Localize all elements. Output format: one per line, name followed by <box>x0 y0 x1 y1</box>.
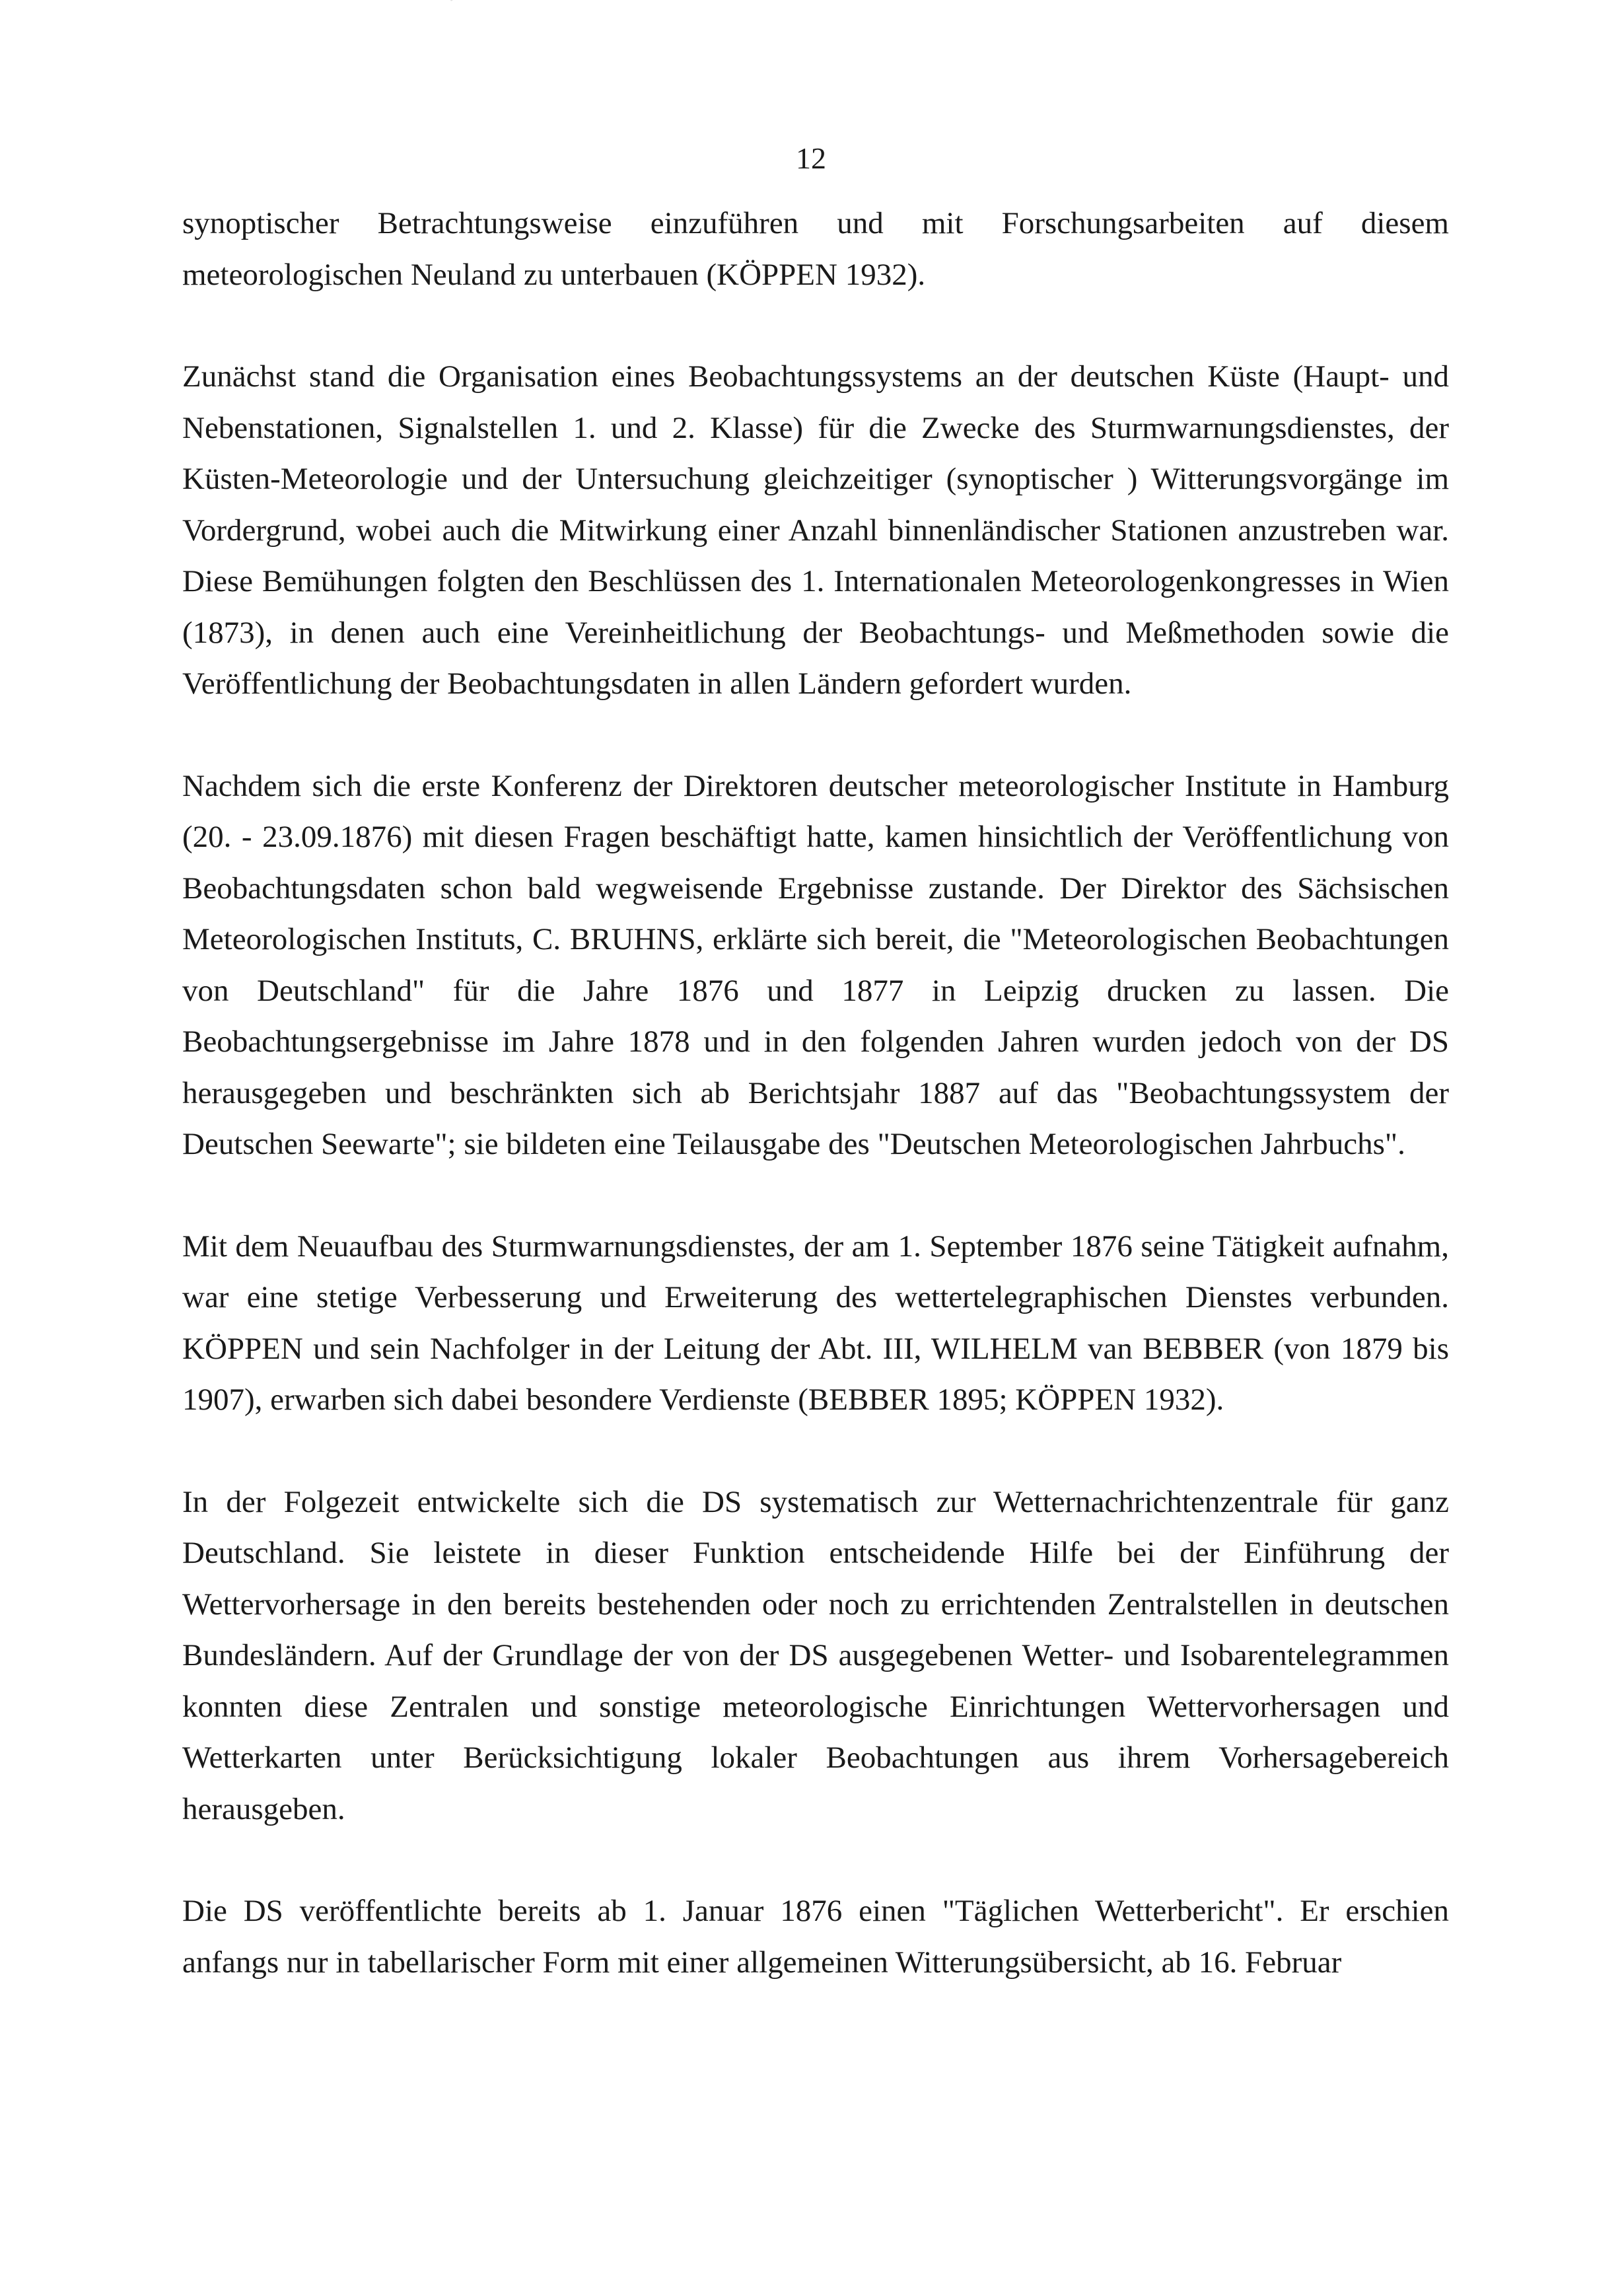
paragraph: Zunächst stand die Organisation eines Beobachtungssystems an der deutschen Küste (Haupt- und Nebenstationen, Signalstellen 1. und 2. Klasse) für die Zwecke des Sturmwarnungsdienstes, der Küsten-Meteorologie und der Untersuchung gleichzeitiger (synoptischer ) Witterungsvorgänge im Vordergrund, wobei auch die Mitwirkung einer Anzahl binnenländischer Stationen anzustreben war. Diese Bemühungen folgten den Beschlüssen des 1. Internationalen Meteorologenkongresses in Wien (1873), in denen auch eine Vereinheitlichung der Beobachtungs- und Meßmethoden sowie die Veröffentlichung der Beobachtungsdaten in allen Ländern gefordert wurden. <box>182 359 1449 701</box>
paragraph: Nachdem sich die erste Konferenz der Direktoren deutscher meteorologischer Institute in Hamburg (20. - 23.09.1876) mit diesen Fragen beschäftigt hatte, kamen hinsichtlich der Veröffentlichung von Beobachtungsdaten schon bald wegweisende Ergebnisse zustande. Der Direktor des Sächsischen Meteorologischen Instituts, C. BRUHNS, erklärte sich bereit, die "Meteorologischen Beobachtungen von Deutschland" für die Jahre 1876 und 1877 in Leipzig drucken zu lassen. Die Beobachtungsergebnisse im Jahre 1878 und in den folgenden Jahren wurden jedoch von der DS herausgegeben und beschränkten sich ab Berichtsjahr 1887 auf das "Beobachtungssystem der Deutschen Seewarte"; sie bildeten eine Teilausgabe des "Deutschen Meteorologischen Jahrbuchs". <box>182 768 1449 1161</box>
paragraph: synoptischer Betrachtungsweise einzuführen und mit Forschungsarbeiten auf diesem meteorologischen Neuland zu unterbauen (KÖPPEN 1932). <box>182 206 1449 292</box>
page-number: 12 <box>796 141 826 175</box>
paragraph: Die DS veröffentlichte bereits ab 1. Januar 1876 einen "Täglichen Wetterbericht". Er erschien anfangs nur in tabellarischer Form mit einer allgemeinen Witterungsübersicht, ab 16. Februar <box>182 1894 1449 1980</box>
scan-artifact <box>450 0 505 24</box>
paragraph: Mit dem Neuaufbau des Sturmwarnungsdienstes, der am 1. September 1876 seine Tätigkeit aufnahm, war eine stetige Verbesserung und Erweiterung des wettertelegraphischen Dienstes verbunden. KÖPPEN und sein Nachfolger in der Leitung der Abt. III, WILHELM van BEBBER (von 1879 bis 1907), erwarben sich dabei besondere Verdienste (BEBBER 1895; KÖPPEN 1932). <box>182 1229 1449 1417</box>
paragraph: In der Folgezeit entwickelte sich die DS systematisch zur Wetternachrichtenzentrale für ganz Deutschland. Sie leistete in dieser Funktion entscheidende Hilfe bei der Einführung der Wettervorhersage in den bereits bestehenden oder noch zu errichtenden Zentralstellen in deutschen Bundesländern. Auf der Grundlage der von der DS ausgegebenen Wetter- und Isobarentelegrammen konnten diese Zentralen und sonstige meteorologische Einrichtungen Wettervorhersagen und Wetterkarten unter Berücksichtigung lokaler Beobachtungen aus ihrem Vorhersagebereich herausgeben. <box>182 1484 1449 1826</box>
body-text <box>182 198 1449 1988</box>
